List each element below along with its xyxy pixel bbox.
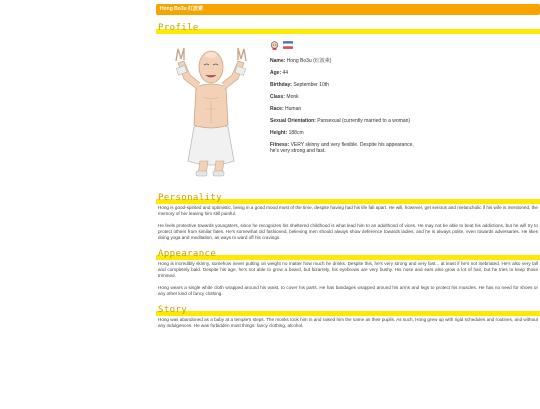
profile-age-row bbox=[270, 70, 415, 76]
birthday-value: September 10th bbox=[293, 82, 329, 88]
class-label: Class: bbox=[270, 94, 286, 100]
race-value: Human bbox=[285, 106, 302, 112]
profile-icons bbox=[270, 41, 415, 50]
section-story-heading bbox=[156, 305, 540, 317]
character-portrait bbox=[164, 39, 259, 179]
chibi-avatar-icon bbox=[270, 41, 279, 50]
section-personality-heading bbox=[156, 193, 540, 205]
profile-class-row bbox=[270, 94, 415, 100]
height-value: 188cm bbox=[288, 130, 304, 136]
section-profile-heading bbox=[156, 23, 540, 35]
section-highlight bbox=[156, 311, 540, 316]
fitness-label: Fitness: bbox=[270, 142, 290, 148]
story-paragraph-1: Hong was abandoned as a baby at a temple's steps. The monks took him in and raised him the same as their pupils. As such, Hong grew up with rigid schedules and routines, and without any indulgences. He was forbidden most things: fancy clothing, alcohol, bbox=[158, 317, 538, 328]
age-label: Age: bbox=[270, 70, 282, 76]
character-title: Hong Bo3u 红波素 bbox=[160, 6, 204, 12]
section-personality-label: Personality bbox=[158, 193, 223, 203]
section-profile-label: Profile bbox=[158, 23, 199, 33]
race-label: Race: bbox=[270, 106, 284, 112]
profile-orientation-row bbox=[270, 118, 415, 124]
name-value: Hong Bo3u (红波素) bbox=[286, 58, 332, 64]
profile-birthday-row bbox=[270, 82, 415, 88]
section-story-label: Story bbox=[158, 305, 188, 315]
profile-info bbox=[270, 41, 415, 160]
fitness-value: VERY skinny and very flexible. Despite his appearance, he's very strong and fast. bbox=[270, 142, 414, 154]
page bbox=[156, 4, 540, 329]
profile-block bbox=[156, 35, 540, 185]
section-appearance-heading bbox=[156, 249, 540, 261]
profile-name-row bbox=[270, 58, 415, 64]
orientation-value: Pansexual (currently married to a woman) bbox=[317, 118, 411, 124]
section-highlight bbox=[156, 29, 540, 34]
age-value: 44 bbox=[282, 70, 289, 76]
name-label: Name: bbox=[270, 58, 286, 64]
profile-height-row bbox=[270, 130, 415, 136]
profile-fitness-row bbox=[270, 142, 415, 154]
appearance-paragraph-1: Hong is incredibly skinny, somehow never putting on weight no matter how much he drinks. Despite this, he's very strong and very fast... at least if he's not inebriated. He's also very tall and completely bald. Despite his age, he's not able to grow a beard, but bizarrely, his eyebrows are very bushy. His nose and ears also grow a lot of hair, but he tries to keep those trimmed. bbox=[158, 261, 538, 278]
profile-race-row bbox=[270, 106, 415, 112]
class-value: Monk bbox=[286, 94, 299, 100]
height-label: Height: bbox=[270, 130, 288, 136]
appearance-paragraph-2: Hong wears a single white cloth wrapped around his waist, to cover his parts. He has bandages wrapped around his arms and legs to protect his muscles. He has no need for shoes or any other kind of fancy clothing. bbox=[158, 285, 538, 296]
character-title-bar bbox=[156, 4, 540, 15]
section-appearance-label: Appearance bbox=[158, 249, 217, 259]
birthday-label: Birthday: bbox=[270, 82, 292, 88]
orientation-label: Sexual Orientation: bbox=[270, 118, 316, 124]
personality-paragraph-1: Hong is good-spirited and optimistic, being in a good mood most of the time, despite having had his life fall apart. He will, however, get serious and melancholic if his wife is mentioned, the memory of her leaving him still painful. bbox=[158, 205, 538, 216]
flag-icon bbox=[283, 41, 293, 49]
personality-paragraph-2: He feels protective towards youngsters, since he recognizes his sheltered childhood is what lead him to an adulthood of vices. He may not be able to beat his addictions, but he will try to protect others from similar fates. He's somewhat old fashioned, believing men should always show deference towards ladies, and he is always polite, even towards adversaries. He likes doing yoga and meditation, as ways to ward off his cravings. bbox=[158, 223, 538, 240]
